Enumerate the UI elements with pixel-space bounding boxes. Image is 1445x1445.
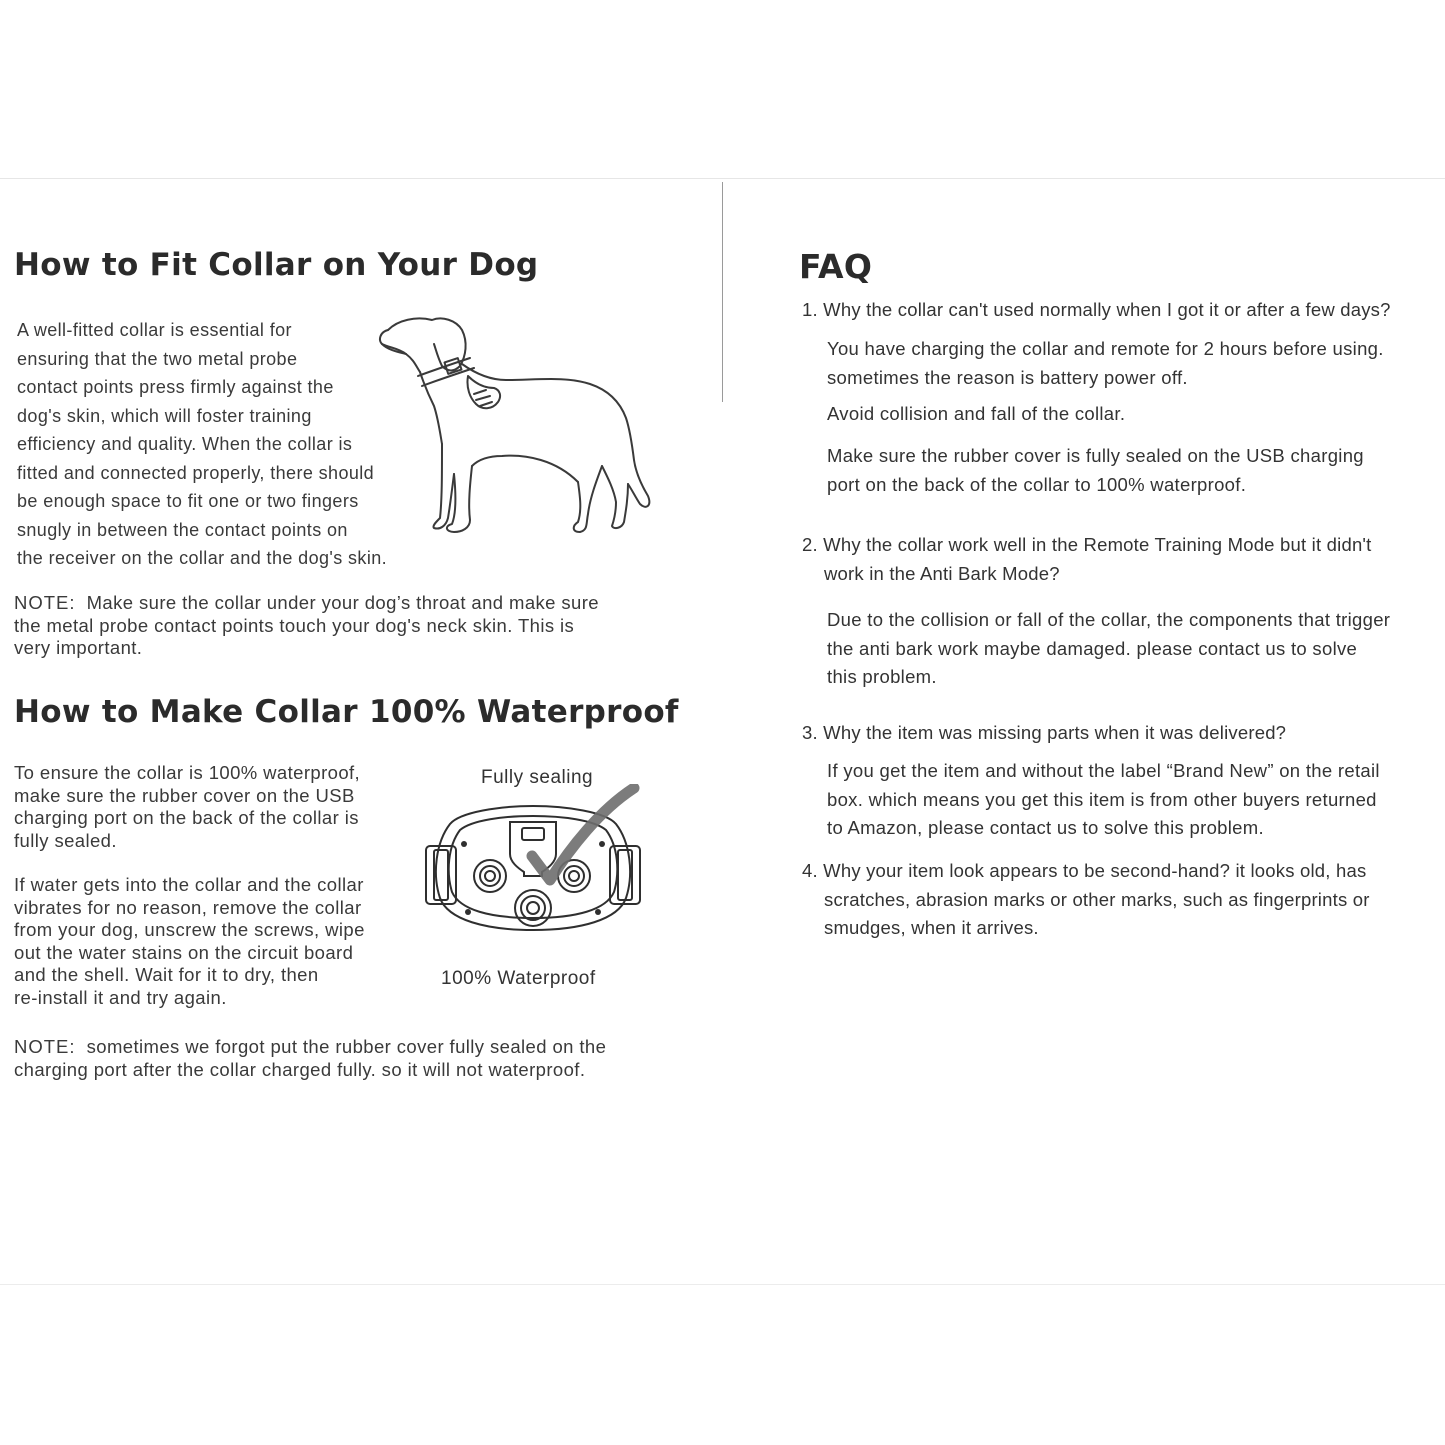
faq-question-1 bbox=[802, 296, 1391, 324]
paragraph-line: and the shell. Wait for it to dry, then bbox=[14, 964, 319, 985]
faq-answer-1b bbox=[827, 400, 1125, 429]
note-label: NOTE: bbox=[14, 1036, 76, 1057]
note-line: Make sure the collar under your dog’s throat and make sure bbox=[86, 592, 599, 613]
paragraph-line: out the water stains on the circuit board bbox=[14, 941, 354, 963]
paragraph-line: snugly in between the contact points on bbox=[17, 519, 348, 540]
question-line: 2. Why the collar work well in the Remote Training Mode but it didn't bbox=[802, 534, 1372, 555]
paragraph-line: re-install it and try again. bbox=[14, 986, 227, 1008]
faq-question-4 bbox=[802, 857, 1370, 943]
faq-answer-1a bbox=[827, 335, 1384, 392]
paragraph-line: dog's skin, which will foster training bbox=[17, 405, 312, 426]
paragraph-line: the receiver on the collar and the dog's skin. bbox=[17, 548, 388, 568]
answer-line: box. which means you get this item is from other buyers returned bbox=[827, 788, 1377, 810]
faq-answer-1c bbox=[827, 442, 1364, 499]
sheet-bottom-edge bbox=[0, 1284, 1445, 1285]
note-line: the metal probe contact points touch your dog's neck skin. This is bbox=[14, 614, 575, 636]
faq-heading: FAQ bbox=[799, 247, 873, 286]
question-line: work in the Anti Bark Mode? bbox=[824, 562, 1060, 584]
paragraph-line: fully sealed. bbox=[14, 829, 117, 851]
faq-question-2 bbox=[802, 531, 1372, 588]
paragraph-line: charging port on the back of the collar is bbox=[14, 807, 359, 828]
paragraph-line: If water gets into the collar and the collar bbox=[14, 874, 364, 895]
paragraph-line: contact points press firmly against the bbox=[17, 377, 334, 397]
paragraph-line: efficiency and quality. When the collar is bbox=[17, 434, 353, 454]
paragraph-line: make sure the rubber cover on the USB bbox=[14, 784, 355, 806]
paragraph-line: ensuring that the two metal probe bbox=[17, 348, 298, 369]
note-label: NOTE: bbox=[14, 592, 76, 613]
answer-line: You have charging the collar and remote for 2 hours before using. bbox=[827, 338, 1384, 359]
answer-line: If you get the item and without the label “Brand New” on the retail bbox=[827, 760, 1380, 781]
answer-line: to Amazon, please contact us to solve this problem. bbox=[827, 817, 1264, 838]
question-line: smudges, when it arrives. bbox=[824, 917, 1039, 938]
paragraph-line: fitted and connected properly, there should bbox=[17, 462, 375, 483]
question-line: 4. Why your item look appears to be second-hand? it looks old, has bbox=[802, 860, 1367, 881]
fit-collar-paragraph bbox=[17, 316, 387, 573]
faq-answer-2 bbox=[827, 606, 1390, 692]
answer-line: port on the back of the collar to 100% waterproof. bbox=[827, 473, 1247, 495]
waterproof-paragraph-2 bbox=[14, 874, 365, 1009]
faq-answer-3 bbox=[827, 757, 1380, 843]
question-line: scratches, abrasion marks or other marks, such as fingerprints or bbox=[824, 888, 1370, 910]
dog-collar-illustration bbox=[376, 314, 652, 536]
waterproof-note bbox=[14, 1036, 606, 1081]
answer-line: Make sure the rubber cover is fully sealed on the USB charging bbox=[827, 445, 1364, 466]
waterproof-heading: How to Make Collar 100% Waterproof bbox=[14, 694, 679, 730]
page-fold-line bbox=[722, 182, 723, 402]
note-line: sometimes we forgot put the rubber cover fully sealed on the bbox=[86, 1036, 607, 1057]
fit-collar-heading: How to Fit Collar on Your Dog bbox=[14, 247, 539, 283]
paragraph-line: vibrates for no reason, remove the collar bbox=[14, 896, 362, 918]
answer-line: this problem. bbox=[827, 666, 937, 687]
answer-line: the anti bark work maybe damaged. please contact us to solve bbox=[827, 637, 1358, 659]
answer-line: sometimes the reason is battery power off. bbox=[827, 366, 1188, 388]
question-line: 3. Why the item was missing parts when it was delivered? bbox=[802, 722, 1287, 743]
sheet-top-edge bbox=[0, 178, 1445, 179]
note-line: charging port after the collar charged fully. so it will not waterproof. bbox=[14, 1058, 586, 1080]
paragraph-line: from your dog, unscrew the screws, wipe bbox=[14, 919, 365, 940]
paragraph-line: be enough space to fit one or two fingers bbox=[17, 491, 359, 511]
paragraph-line: To ensure the collar is 100% waterproof, bbox=[14, 762, 361, 783]
fit-collar-note bbox=[14, 592, 599, 660]
waterproof-paragraph-1 bbox=[14, 762, 360, 852]
fully-sealing-label: Fully sealing bbox=[481, 767, 594, 788]
collar-receiver-illustration bbox=[420, 784, 646, 944]
paragraph-line: A well-fitted collar is essential for bbox=[17, 320, 292, 340]
note-line: very important. bbox=[14, 637, 143, 658]
faq-question-3 bbox=[802, 719, 1286, 747]
answer-line: Due to the collision or fall of the collar, the components that trigger bbox=[827, 609, 1391, 630]
answer-line: Avoid collision and fall of the collar. bbox=[827, 403, 1126, 424]
question-line: 1. Why the collar can't used normally when I got it or after a few days? bbox=[802, 299, 1391, 320]
waterproof-figure-label: 100% Waterproof bbox=[441, 968, 596, 989]
